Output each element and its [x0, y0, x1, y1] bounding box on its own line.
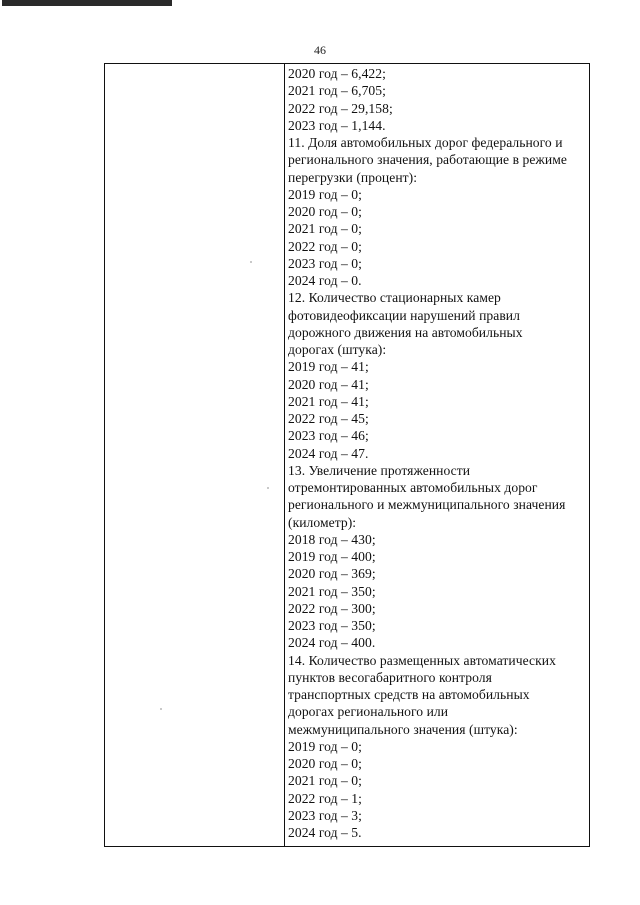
text-line: 13. Увеличение протяженности — [288, 462, 471, 478]
text-line: 11. Доля автомобильных дорог федерального и — [288, 135, 563, 150]
table-right-cell — [286, 65, 588, 841]
text-line: 12. Количество стационарных камер — [288, 290, 501, 306]
text-line: 2023 год – 46; — [288, 428, 369, 444]
text-line: 2020 год – 0; — [288, 756, 362, 771]
text-line: дорогах (штука): — [288, 342, 387, 357]
text-line: 2024 год – 5. — [288, 825, 362, 840]
text-line: 2019 год – 0; — [288, 738, 362, 754]
text-line: 2021 год – 0; — [288, 773, 362, 789]
scan-edge-mark — [2, 0, 172, 6]
text-line: отремонтированных автомобильных дорог — [288, 480, 538, 495]
page-number: 46 — [314, 43, 326, 57]
text-line: 2021 год – 350; — [288, 583, 376, 599]
text-line: 14. Количество размещенных автоматических — [288, 652, 556, 668]
text-line: (километр): — [288, 514, 357, 530]
document-table — [104, 63, 590, 847]
text-line: транспортных средств на автомобильных — [288, 687, 530, 702]
scan-speck — [267, 487, 269, 489]
text-line: 2022 год – 1; — [288, 790, 362, 806]
text-line: 2024 год – 47. — [288, 445, 369, 461]
column-divider — [284, 64, 285, 846]
text-line: дорожного движения на автомобильных — [288, 324, 523, 340]
text-line: 2021 год – 41; — [288, 393, 369, 409]
scan-speck — [250, 261, 252, 263]
text-line: 2021 год – 0; — [288, 221, 362, 237]
text-line: 2024 год – 0. — [288, 273, 362, 288]
text-line: 2019 год – 41; — [288, 359, 369, 375]
scan-speck — [160, 708, 162, 710]
text-line: 2020 год – 41; — [288, 376, 369, 392]
text-line: 2023 год – 0; — [288, 255, 362, 271]
text-line: 2020 год – 6,422; — [288, 66, 386, 81]
text-line: 2018 год – 430; — [288, 531, 376, 547]
text-line: 2020 год – 369; — [288, 566, 376, 582]
text-line: фотовидеофиксации нарушений правил — [288, 307, 520, 323]
text-line: 2019 год – 0; — [288, 186, 362, 202]
text-line: межмуниципального значения (штука): — [288, 721, 518, 737]
text-line: 2022 год – 0; — [288, 238, 362, 254]
text-line: 2023 год – 1,144. — [288, 117, 386, 133]
table-left-cell — [105, 64, 284, 846]
text-line: 2023 год – 3; — [288, 807, 362, 823]
text-line: 2022 год – 29,158; — [288, 100, 393, 116]
text-line: пунктов весогабаритного контроля — [288, 669, 492, 685]
text-line: 2020 год – 0; — [288, 204, 362, 219]
text-line: регионального значения, работающие в режиме — [288, 152, 567, 168]
text-line: 2023 год – 350; — [288, 618, 376, 633]
text-line: перегрузки (процент): — [288, 169, 418, 185]
text-line: 2022 год – 300; — [288, 600, 376, 616]
text-line: регионального и межмуниципального значения — [288, 497, 566, 513]
text-line: 2024 год – 400. — [288, 635, 376, 651]
text-line: 2022 год – 45; — [288, 411, 369, 426]
text-line: дорогах регионального или — [288, 704, 449, 720]
text-line: 2021 год – 6,705; — [288, 83, 386, 99]
text-line: 2019 год – 400; — [288, 549, 376, 564]
